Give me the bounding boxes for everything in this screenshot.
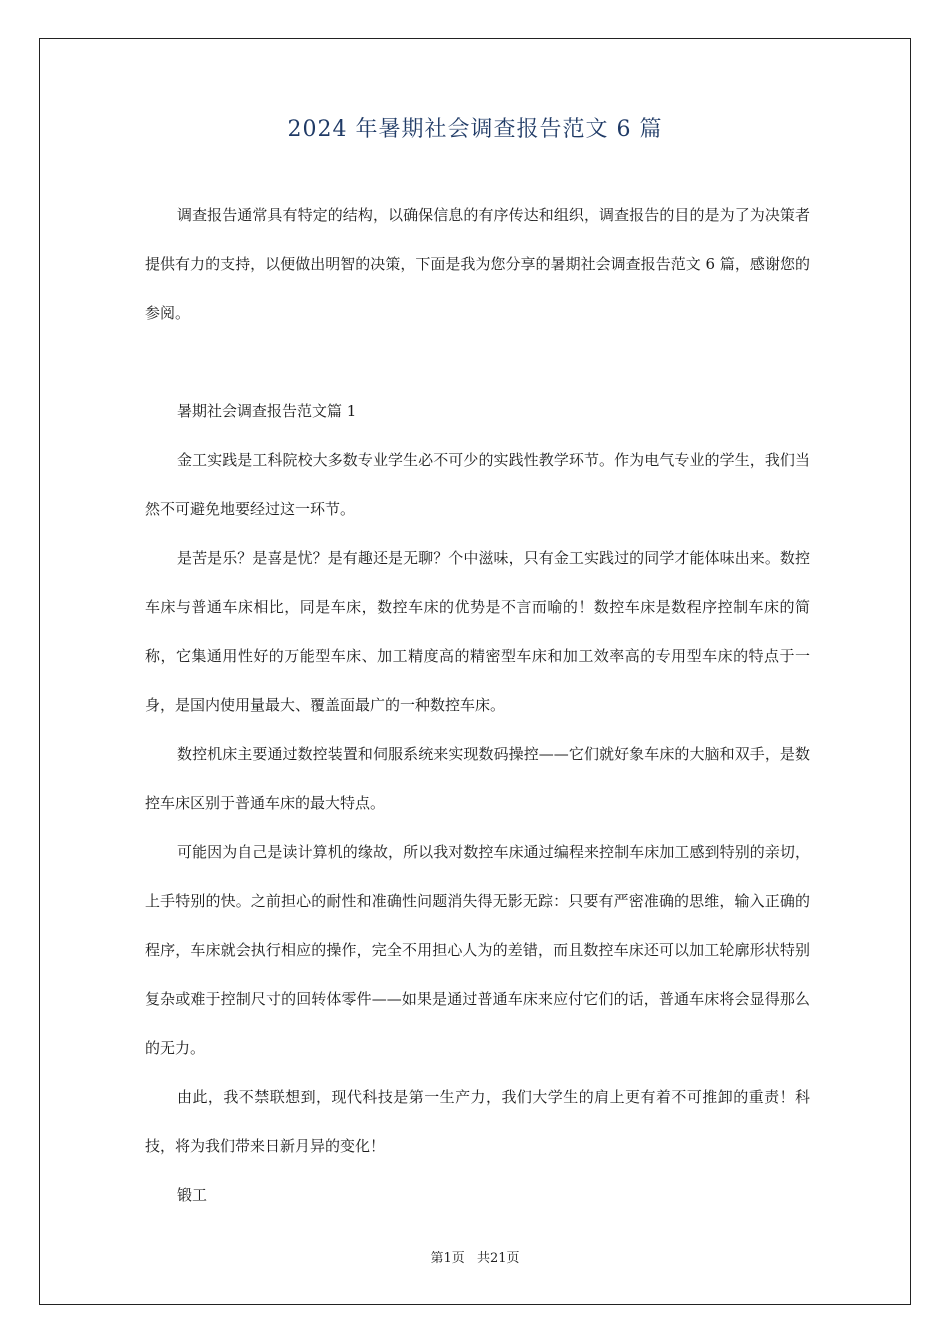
- section-heading: 暑期社会调查报告范文篇 1: [177, 402, 357, 420]
- body-paragraph-3: 数控机床主要通过数控装置和伺服系统来实现数码操控——它们就好象车床的大脑和双手，是数控车床区别于普通车床的最大特点。: [145, 745, 810, 812]
- body-paragraph-1: 金工实践是工科院校大多数专业学生必不可少的实践性教学环节。作为电气专业的学生，我们当然不可避免地要经过这一环节。: [145, 451, 810, 518]
- body-paragraph-2: 是苦是乐？是喜是忧？是有趣还是无聊？个中滋味，只有金工实践过的同学才能体味出来。数控车床与普通车床相比，同是车床，数控车床的优势是不言而喻的！数控车床是数程序控制车床的简称，它集通用性好的万能型车床、加工精度高的精密型车床和加工效率高的专用型车床的特点于一身，是国内使用量最大、覆盖面最广的一种数控车床。: [145, 549, 810, 714]
- body-paragraph-6: 锻工: [177, 1186, 208, 1204]
- document-title: 2024 年暑期社会调查报告范文 6 篇: [287, 117, 663, 142]
- page-total: 共21页: [476, 1251, 520, 1266]
- page-footer: [0, 1247, 950, 1266]
- body-paragraph-4: 可能因为自己是读计算机的缘故，所以我对数控车床通过编程来控制车床加工感到特别的亲切，上手特别的快。之前担心的耐性和准确性问题消失得无影无踪：只要有严密准确的思维，输入正确的程序，车床就会执行相应的操作，完全不用担心人为的差错，而且数控车床还可以加工轮廓形状特别复杂或难于控制尺寸的回转体零件——如果是通过普通车床来应付它们的话，普通车床将会显得那么的无力。: [145, 843, 810, 1057]
- intro-paragraph: 调查报告通常具有特定的结构，以确保信息的有序传达和组织，调查报告的目的是为了为决策者提供有力的支持，以便做出明智的决策，下面是我为您分享的暑期社会调查报告范文 6 篇，感谢您的参阅。: [145, 206, 810, 322]
- body-paragraph-5: 由此，我不禁联想到，现代科技是第一生产力，我们大学生的肩上更有着不可推卸的重责！科技，将为我们带来日新月异的变化！: [145, 1088, 810, 1155]
- page-number: 第1页: [430, 1251, 465, 1266]
